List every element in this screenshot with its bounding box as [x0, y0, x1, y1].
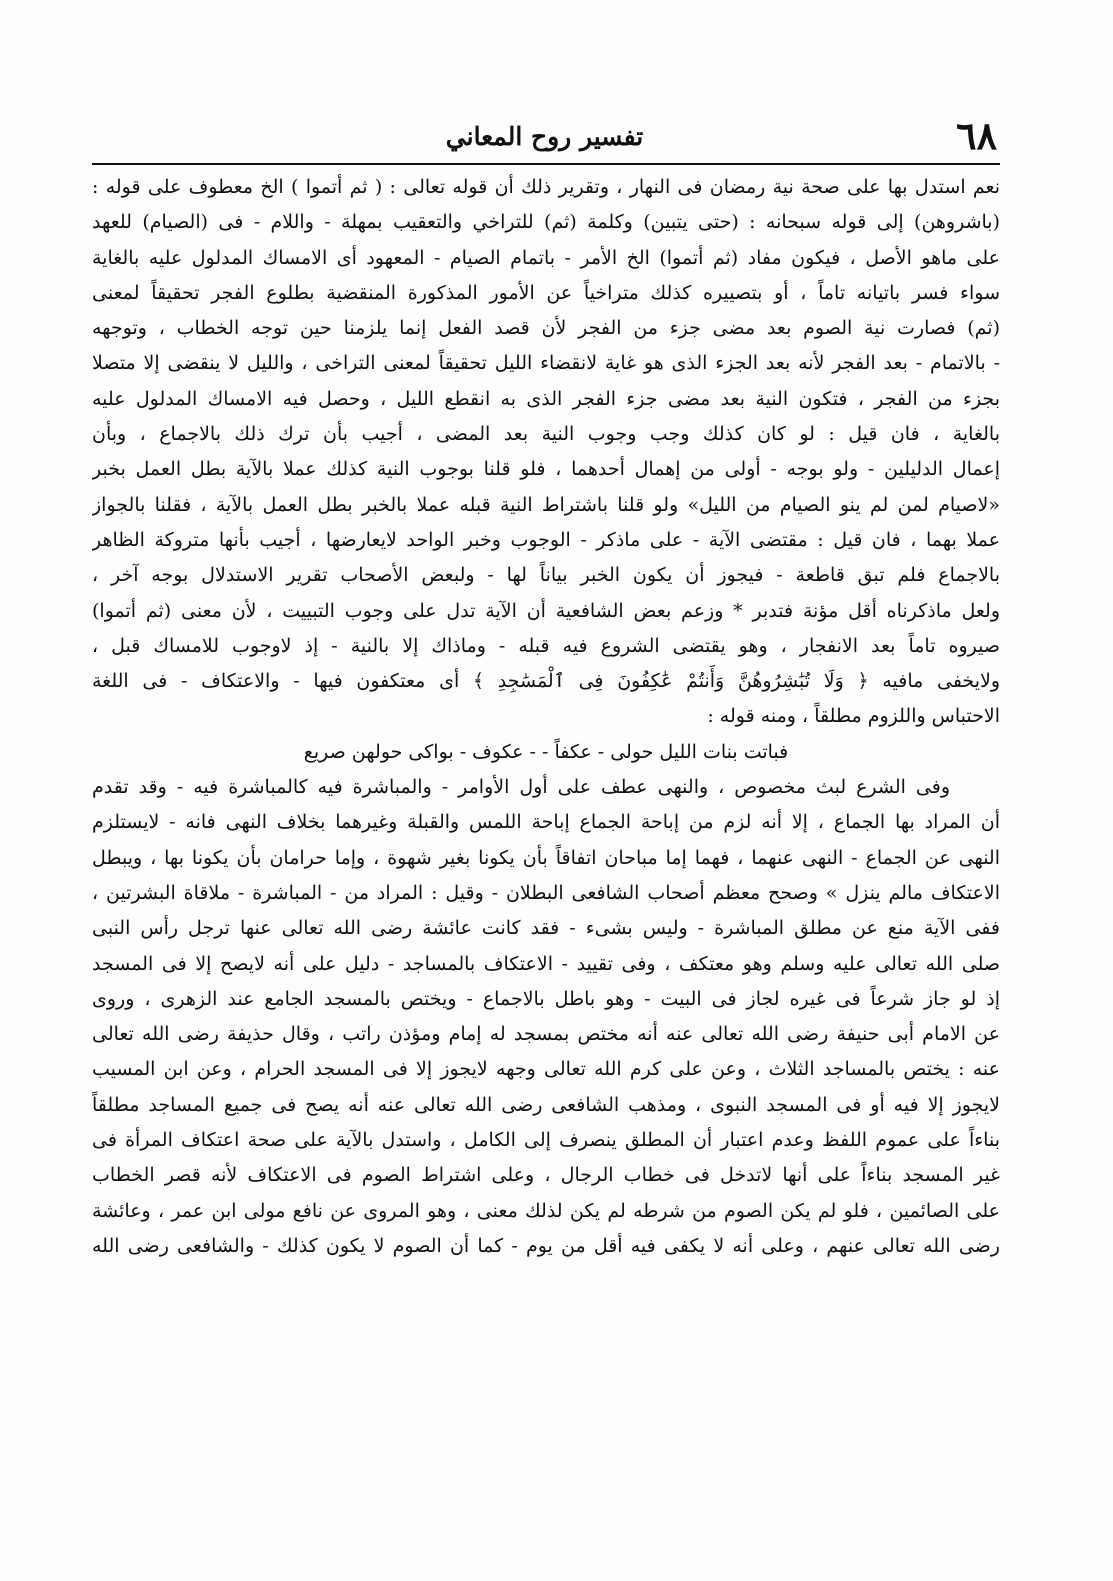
text-line: بناءاً على عموم اللفظ وعدم اعتبار أن المطلق ينصرف إلى الكامل ، واستدل بالآية على صحة اعتكاف المرأة فى: [92, 1129, 1000, 1152]
text-line: - بالاتمام - بعد الفجر لأنه بعد الجزء الذى هو غاية لانقضاء الليل تحقيقاً لمعنى التراخى ، والليل لا ينقضى إلا متصلا: [92, 352, 1000, 375]
paragraph-start-line: وفى الشرع لبث مخصوص ، والنهى عطف على أول الأوامر - والمباشرة فيه كالمباشرة فيه - وقد تقدم: [92, 776, 950, 799]
poetry-verse: فباتت بنات الليل حولى - عكفاً - - عكوف - بواكى حولهن صريع: [303, 740, 789, 763]
text-line: الاحتباس واللزوم مطلقاً ، ومنه قوله :: [707, 705, 1000, 728]
text-line: صيروه تاماً بعد الانفجار ، وهو يقتضى الشروع فيه قبله - وماذاك إلا بالنية - إذ لاوجوب للامساك قبل ،: [92, 634, 1000, 657]
text-line: غير المسجد بناءاً على أنها لاتدخل فى خطاب الرجال ، وعلى اشتراط الصوم فى الاعتكاف لأنه قصر الخطاب: [92, 1164, 1000, 1187]
text-line: أن المراد بها الجماع ، إلا أنه لزم من إباحة الجماع إباحة اللمس والقبلة وغيرهما بخلاف النهى فانه - لايستلزم: [92, 811, 1000, 834]
text-line: بجزء من الفجر ، فتكون النية بعد مضى جزء الفجر الذى به انقطع الليل ، وحصل فيه الامساك المدلول عليه: [92, 387, 1000, 410]
page-header: [92, 112, 997, 162]
text-line: على ماهو الأصل ، فيكون مفاد (ثم أتموا) الخ الأمر - باتمام الصيام - المعهود أى الامساك المدلول عليه بالغاية: [92, 246, 1000, 269]
text-line: صلى الله تعالى عليه وسلم وهو معتكف ، وفى تقييد - الاعتكاف بالمساجد - دليل على أنه لايصح إلا فى المسجد: [92, 952, 1000, 975]
text-line: عنه : يختص بالمساجد الثلاث ، وعن على كرم الله تعالى وجهه لايجوز إلا فى المسجد الحرام ، وعن ابن المسيب: [92, 1058, 1000, 1081]
text-line: «لاصيام لمن لم ينو الصيام من الليل» ولو قلنا باشتراط النية قبله عملا بالخبر بطل العمل بالآية ، فقلنا بالجواز: [92, 493, 1000, 516]
text-line: بالاجماع فلم تبق قاطعة - فيجوز أن يكون الخبر بياناً لها - ولبعض الأصحاب تقرير الاستدلال بوجه آخر ،: [92, 564, 1000, 587]
text-line: ففى الآية منع عن مطلق المباشرة - وليس بشىء - فقد كانت عائشة رضى الله تعالى عنها ترجل رأس النبى: [92, 917, 1000, 940]
text-line: نعم استدل بها على صحة نية رمضان فى النهار ، وتقرير ذلك أن قوله تعالى : ( ثم أتموا ) الخ معطوف على قوله :: [92, 176, 1000, 198]
text-line: بالغاية ، فان قيل : لو كان كذلك وجب وجوب النية بعد المضى ، أجيب بأن ترك ذلك بالاجماع ، وبأن: [92, 423, 1000, 446]
text-line: (باشروهن) إلى قوله سبحانه : (حتى يتبين) وكلمة (ثم) للتراخي والتعقيب بمهلة - واللام - فى (الصيام) للعهد: [92, 211, 1000, 234]
text-line: النهى عن الجماع - النهى عنهما ، فهما إما مباحان اتفاقاً بأن يكونا بغير شهوة ، وإما حرامان بأن يكونا بها ، ويبطل: [92, 846, 1000, 869]
text-line: على الصائمين ، فلو لم يكن الصوم من شرطه لم يكن لذلك معنى ، وهو المروى عن نافع مولى ابن عمر ، وعائشة: [92, 1199, 1000, 1222]
text-line: الاعتكاف مالم ينزل » وصحح معظم أصحاب الشافعى البطلان - وقيل : المراد من - المباشرة - ملاقاة البشرتين ،: [92, 881, 1000, 904]
text-line: سواء فسر باتيانه تاماً ، أو بتصييره كذلك متراخياً عن الأمور المذكورة المنقضية بطلوع الفجر تحقيقاً لمعنى: [92, 281, 1000, 304]
text-line: (ثم) فصارت نية الصوم بعد مضى جزء من الفجر لأن قصد الفعل إنما يلزمنا حين توجه الخطاب ، وتوجهه: [92, 317, 1000, 340]
header-divider: [92, 163, 1000, 165]
page-number: ٦٨: [956, 113, 997, 158]
text-line: لايجوز إلا فيه أو فى المسجد النبوى ، ومذهب الشافعى رضى الله تعالى عنه أنه يصح فى جميع المساجد مطلقاً: [92, 1093, 1000, 1116]
text-line: إذ لو جاز شرعاً فى غيره لجاز فى البيت - وهو باطل بالاجماع - ويختص بالمسجد الجامع عند الزهرى ، وروى: [92, 987, 1000, 1010]
running-title: تفسير روح المعاني: [445, 122, 644, 151]
text-line: رضى الله تعالى عنهم ، وعلى أنه لا يكفى فيه أقل من يوم - كما أن الصوم لا يكون كذلك - والشافعى رضى الله: [92, 1234, 1000, 1257]
text-line: ولعل ماذكرناه أقل مؤنة فتدبر * وزعم بعض الشافعية أن الآية تدل على وجوب التبييت ، لأن معنى (ثم أتموا): [92, 599, 1000, 622]
text-line: إعمال الدليلين - ولو بوجه - أولى من إهمال أحدهما ، فلو قلنا بوجوب النية كذلك عملا بالآية بطل العمل بخبر: [92, 458, 1000, 481]
text-line: عن الامام أبى حنيفة رضى الله تعالى عنه أنه مختص بمسجد له إمام ومؤذن راتب ، وقال حذيفة رضى الله تعالى: [92, 1023, 1000, 1046]
commentary-text: [92, 170, 1000, 1264]
quran-verse-line: ولايخفى مافيه ﴿ وَلَا تُبَٰشِرُوهُنَّ وَأَنتُمْ عَٰكِفُونَ فِى ٱلْمَسَٰجِدِ ﴾ أى معتكفون فيها - والاعتكاف - فى اللغة: [92, 670, 1000, 693]
text-line: عملا بهما ، فان قيل : مقتضى الآية - على ماذكر - الوجوب وخبر الواحد لايعارضها ، أجيب بأنها متروكة الظاهر: [92, 528, 1000, 551]
